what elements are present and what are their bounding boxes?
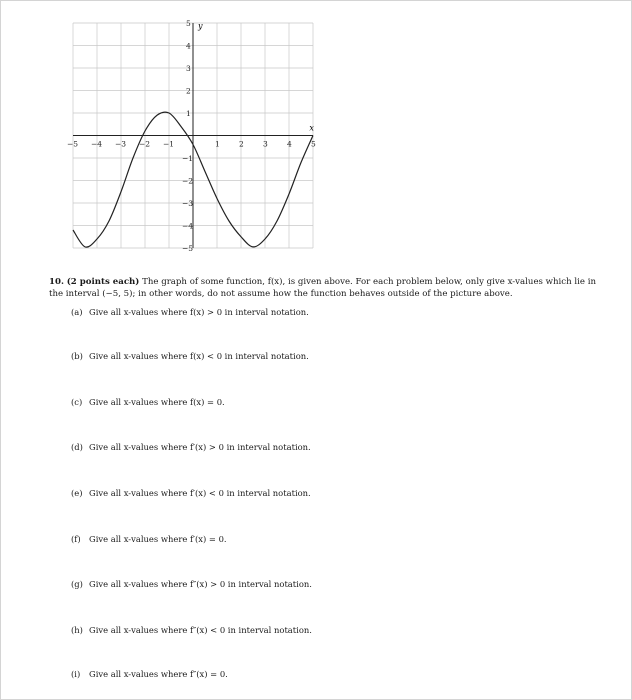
part-label: (a)	[71, 307, 83, 317]
graph-axes	[73, 23, 313, 248]
x-tick-label: 2	[239, 139, 244, 149]
x-tick-label: 3	[263, 139, 268, 149]
part-label: (b)	[71, 351, 83, 361]
part-label: (f)	[71, 534, 81, 544]
x-axis-label: x	[309, 123, 314, 133]
part-e	[71, 488, 311, 498]
function-graph	[67, 19, 321, 263]
y-tick-label: 1	[186, 109, 191, 118]
part-text: Give all x-values where f′(x) = 0.	[89, 534, 227, 544]
problem-points: (2 points each)	[66, 277, 140, 287]
y-tick-label: −5	[182, 244, 194, 253]
x-tick-label: −5	[67, 139, 79, 149]
part-b	[71, 351, 309, 361]
part-text: Give all x-values where f′(x) > 0 in interval notation.	[89, 442, 311, 452]
y-tick-label: −2	[182, 176, 194, 186]
x-tick-label: 5	[311, 139, 316, 149]
part-d	[71, 442, 311, 452]
y-tick-label: −1	[182, 154, 194, 163]
problem-10	[49, 276, 609, 300]
part-text: Give all x-values where f(x) > 0 in interval notation.	[89, 307, 309, 317]
problem-intro	[49, 276, 609, 300]
part-text: Give all x-values where f″(x) > 0 in interval notation.	[89, 579, 312, 589]
part-text: Give all x-values where f′(x) < 0 in interval notation.	[89, 488, 311, 498]
x-tick-label: −1	[163, 139, 175, 149]
problem-number: 10.	[49, 277, 64, 287]
part-label: (d)	[71, 442, 83, 452]
problem-intro-text: The graph of some function, f(x), is given above. For each problem below, only give x-values which lie in the interval (−5, 5); in other words, do not assume how the function behaves outside of the picture above.	[49, 277, 596, 299]
part-text: Give all x-values where f″(x) = 0.	[89, 669, 228, 679]
x-tick-label: −3	[115, 139, 127, 149]
part-g	[71, 579, 312, 589]
x-tick-label: 4	[287, 139, 292, 149]
x-tick-label: −4	[91, 139, 103, 149]
part-a	[71, 307, 309, 317]
y-tick-label: −4	[182, 221, 194, 231]
part-label: (g)	[71, 579, 83, 589]
part-text: Give all x-values where f″(x) < 0 in interval notation.	[89, 625, 312, 635]
part-label: (e)	[71, 488, 83, 498]
part-f	[71, 534, 227, 544]
y-axis-label: y	[198, 21, 203, 31]
y-tick-label: 4	[186, 41, 191, 51]
y-tick-label: 3	[186, 64, 191, 73]
part-h	[71, 625, 312, 635]
part-text: Give all x-values where f(x) = 0.	[89, 397, 225, 407]
part-c	[71, 397, 225, 407]
y-tick-label: 2	[186, 86, 191, 96]
x-tick-label: 1	[215, 139, 220, 149]
part-text: Give all x-values where f(x) < 0 in interval notation.	[89, 351, 309, 361]
y-tick-label: −3	[182, 199, 194, 208]
part-label: (c)	[71, 397, 83, 407]
y-tick-label: 5	[186, 19, 191, 28]
x-tick-label: −2	[139, 139, 151, 149]
part-label: (i)	[71, 669, 81, 679]
part-i	[71, 669, 228, 679]
part-label: (h)	[71, 625, 83, 635]
